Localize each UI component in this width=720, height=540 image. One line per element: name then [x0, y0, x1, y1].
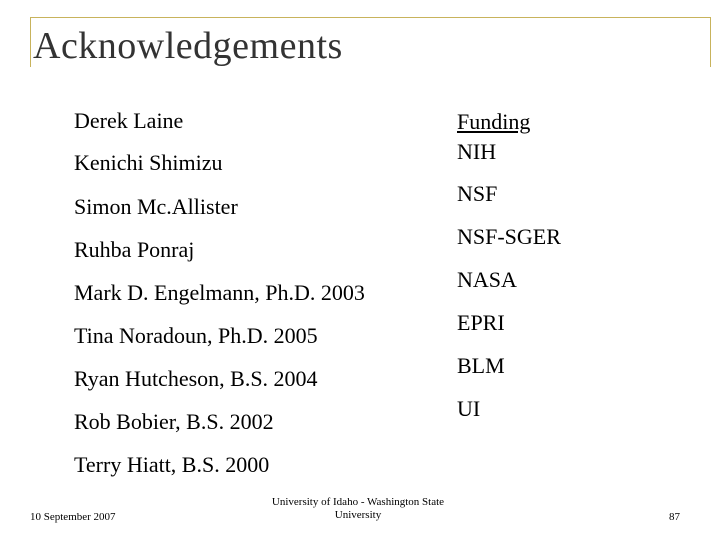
footer-institution: [258, 496, 458, 522]
person-item: Mark D. Engelmann, Ph.D. 2003: [74, 280, 365, 305]
person-item: Terry Hiatt, B.S. 2000: [74, 452, 270, 477]
slide-frame-right-rule: [710, 17, 711, 67]
funding-source: EPRI: [457, 310, 505, 335]
person-item: Simon Mc.Allister: [74, 194, 238, 219]
person-item: Ruhba Ponraj: [74, 237, 195, 262]
footer-date: 10 September 2007: [30, 511, 116, 523]
person-item: Kenichi Shimizu: [74, 150, 223, 175]
slide-frame-left-rule: [30, 17, 31, 67]
person-item: Derek Laine: [74, 108, 184, 133]
person-item: Rob Bobier, B.S. 2002: [74, 409, 274, 434]
person-item: Tina Noradoun, Ph.D. 2005: [74, 323, 318, 348]
footer-page-number: 87: [669, 511, 680, 523]
footer-institution-line-1: University of Idaho - Washington State: [271, 496, 445, 508]
funding-source: BLM: [457, 353, 505, 378]
funding-source: NSF-SGER: [457, 224, 561, 249]
funding-source: UI: [457, 396, 481, 421]
slide-frame-top-rule: [30, 17, 710, 18]
footer-institution-line-2: University: [334, 509, 382, 521]
slide-title: Acknowledgements: [33, 25, 343, 67]
funding-source: NSF: [457, 181, 498, 206]
funding-source: NIH: [457, 139, 497, 164]
funding-source: NASA: [457, 267, 517, 292]
funding-heading: Funding: [457, 109, 531, 134]
person-item: Ryan Hutcheson, B.S. 2004: [74, 366, 318, 391]
